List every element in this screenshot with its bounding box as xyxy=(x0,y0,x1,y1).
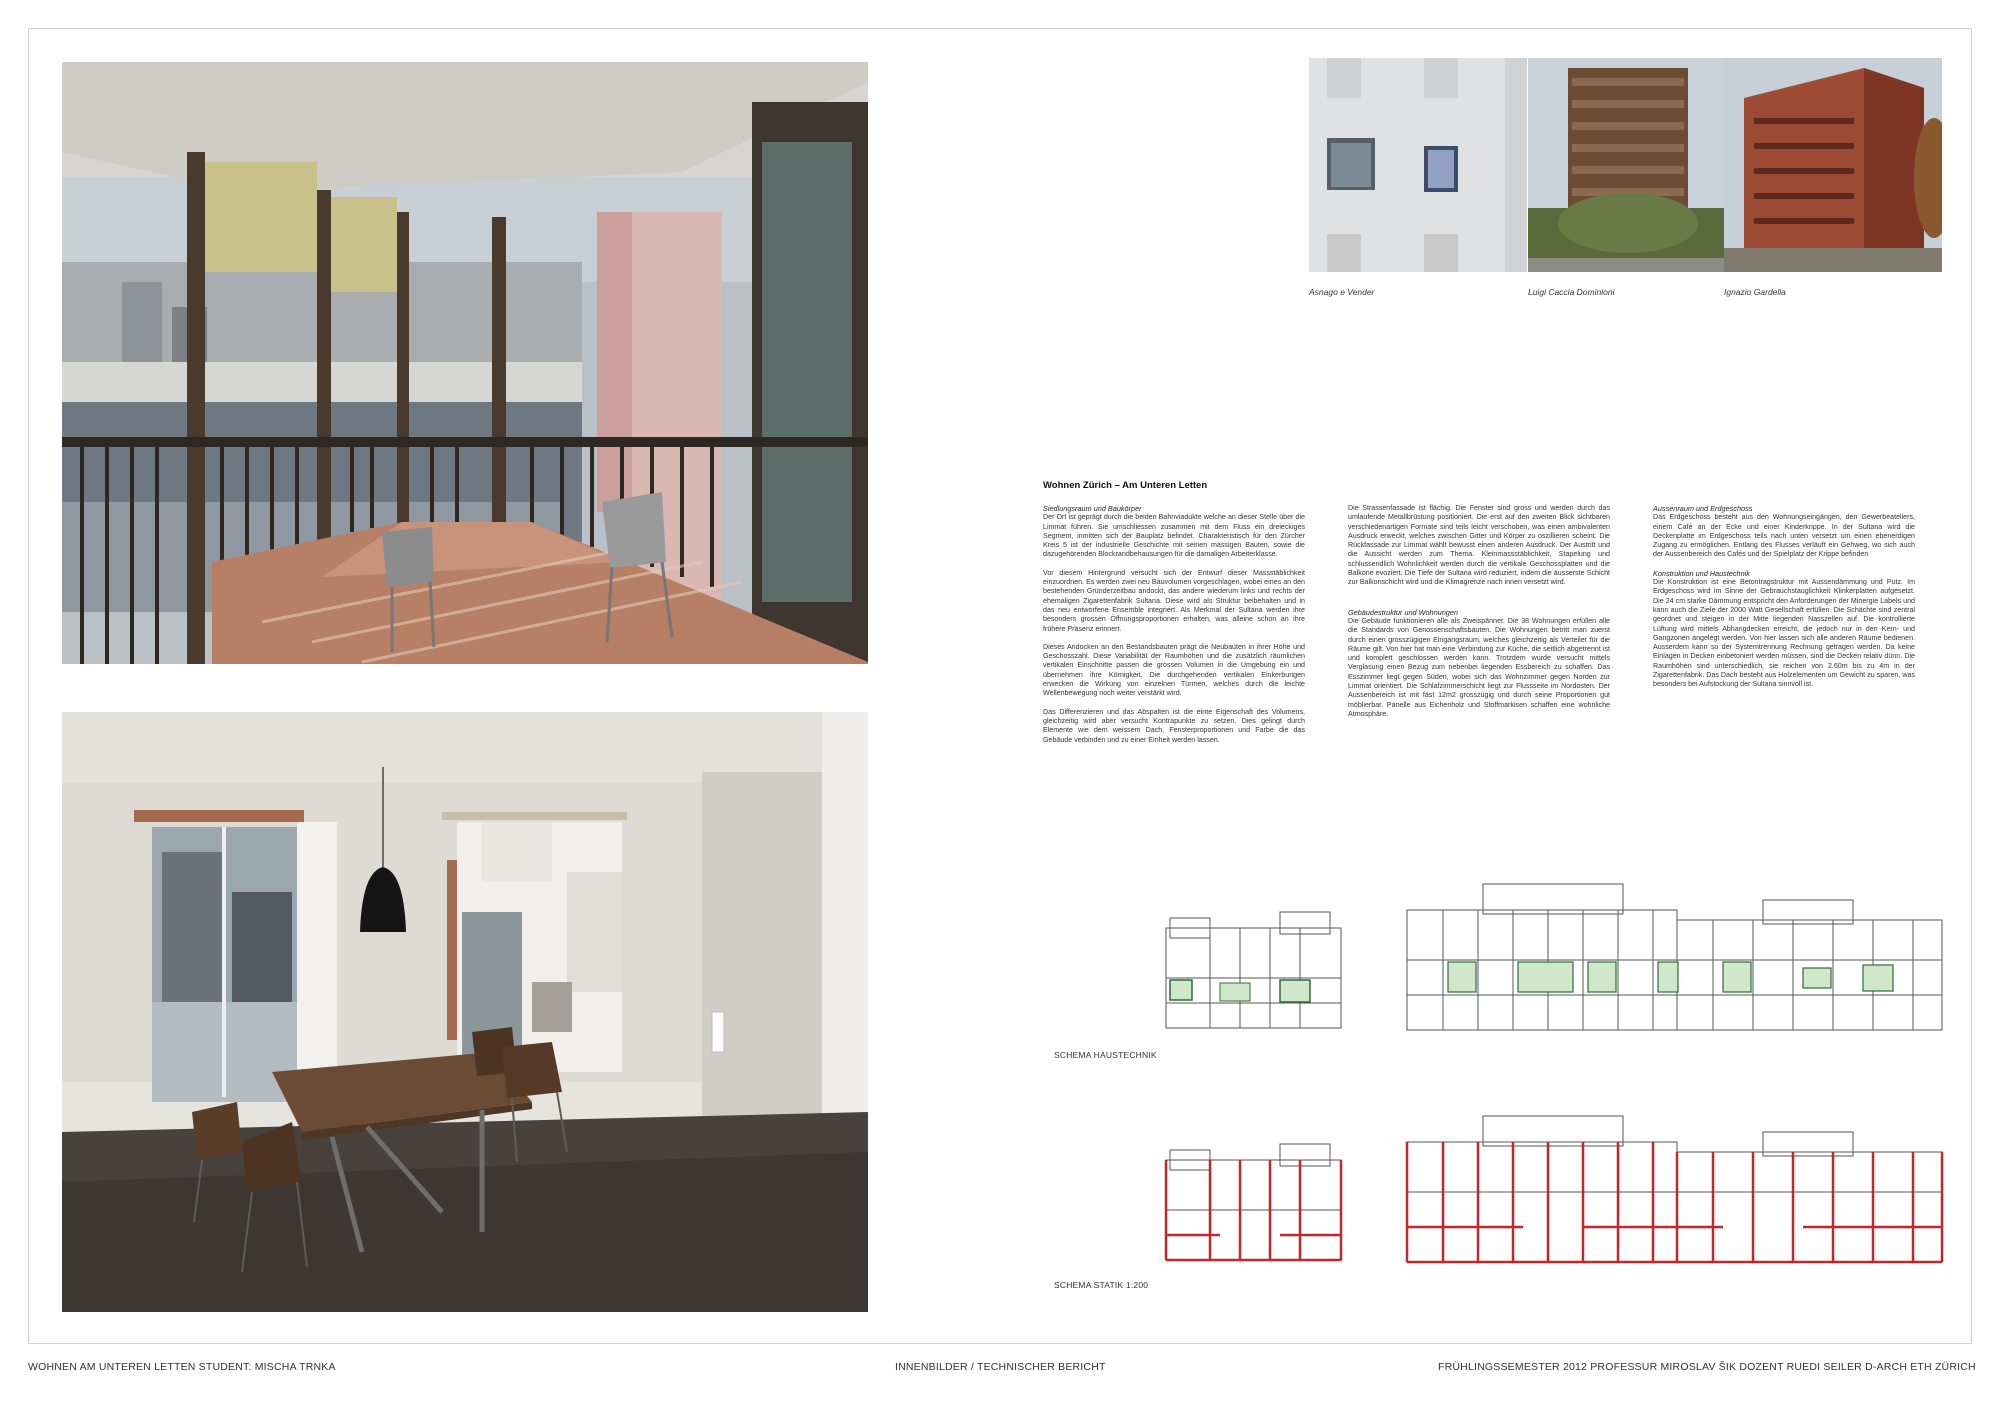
footer-semester-chair: FRÜHLINGSSEMESTER 2012 PROFESSUR MIROSLAV ŠIK DOZENT RUEDI SEILER D-ARCH ETH ZÜRICH xyxy=(1438,1361,1976,1373)
reference-caption: Asnago e Vender xyxy=(1309,287,1375,297)
plan-haustechnik-large xyxy=(1403,880,1946,1036)
balcony-rendering xyxy=(62,62,868,664)
plan-statik-large xyxy=(1403,1112,1946,1268)
section-heading: Siedlungsraum und Baukörper xyxy=(1043,504,1142,513)
reference-photo-gardella xyxy=(1724,58,1942,272)
reference-caption: Luigi Caccia Dominioni xyxy=(1528,287,1615,297)
paragraph: Die Konstruktion ist eine Betontragstruktur mit Aussendämmung und Putz. Im Erdgeschoss wird im Sinne der Gebrauchstauglichkeit Klinkerplatten aufgesetzt. Die 24 cm starke Dämmung entspricht den Anforderungen der Minergie Labels und kann auch die Ziele der 2000 Watt Gesellschaft erfüllen. Die Schächte sind zentral geordnet und steigen in der Mitte liegenden Nasszellen auf. Die kontrollierte Lüftung wird mittels Abhangdecken erreicht, die jedoch nur in den Kern- und Gangzonen angelegt werden. Von hier lassen sich alle anderen Räume bedienen. Ausserdem kann so der Systemtrennung Rechnung getragen werden. Da keine Einlagen in Decken einbetoniert werden müssen, sind die Decken relativ dünn. Die Raumhöhen sind unterschiedlich, sie reichen von 2.60m bis zu 4m in der Zigarettenfabrik. Das Dach besteht aus Holzelementen um Gewicht zu sparen, was besonders bei Aufstockung der Sultana sinnvoll ist. xyxy=(1653,578,1915,689)
report-column-3 xyxy=(1653,504,1915,699)
section-heading: Aussenraum und Erdgeschoss xyxy=(1653,504,1753,513)
paragraph: Dieses Andocken an den Bestandsbauten prägt die Neubauten in ihrer Höhe und Geschosszahl. Diese Variabilität der Raumhöhen und die zusätzlich räumlichen vertikalen Einschnitte passen die grossen Volumen in die Umgebung ein und übernehmen ihre Körnigkeit. Die durchgehenden vertikalen Einkerbungen erwecken die Wirkung von einzelnen Türmen, welches durch die leichte Wellenbewegung noch weiter verstärkt wird. xyxy=(1043,642,1305,698)
paragraph: Das Differenzieren und das Abspalten ist die einte Eigenschaft des Volumens, gleichzeitig wird aber versucht Kontrapunkte zu setzen. Dies gelingt durch Elemente wie dem weissem Dach, Fensterproportionen und Farbe die das Gebäude verbinden und zu einer Einheit werden lassen. xyxy=(1043,707,1305,744)
report-column-1 xyxy=(1043,504,1305,754)
paragraph: Vor diesem Hintergrund versucht sich der Entwurf dieser Massstäblichkeit einzuordnen. Es werden zwei neu Bauvolumen vorgeschlagen, wobei eines an den bestehenden Gründerzeitbau andockt, das andere wiederum links und rechts der ehemaligen Zigarettenfabrik Sultana. Diese wird als Struktur beibehalten und in das neu entworfene Ensemble integriert. Als Merkmal der Sultana werden ihre besonders grossen Öffnungsproportionen erhalten, was alleine schon an ihre frühere Präsenz erinnert. xyxy=(1043,568,1305,633)
schema-statik-label: SCHEMA STATIK 1:200 xyxy=(1054,1280,1149,1290)
report-column-2 xyxy=(1348,504,1610,728)
paragraph: Das Erdgeschoss besteht aus den Wohnungseingängen, den Gewerbeateliers, einem Café an der Ecke und einer Kinderkrippe. In der Sultana wird die Deckenplatte im Erdgeschoss teils nach unten versetzt um einen ebenerdigen Zugang zu ermöglichen. Entlang des Flusses verläuft ein Gehweg, wo sich auch der Aussenbereich des Cafés und der Spielplatz der Krippe befinden xyxy=(1653,513,1915,559)
plan-statik-small xyxy=(1160,1140,1347,1268)
report-title: Wohnen Zürich – Am Unteren Letten xyxy=(1043,480,1208,491)
section-heading: Gebäudestruktur und Wohnungen xyxy=(1348,607,1458,617)
schema-haustechnik-label: SCHEMA HAUSTECHNIK xyxy=(1054,1050,1157,1060)
reference-caption: Ignazio Gardella xyxy=(1724,287,1786,297)
footer-sheet-title: INNENBILDER / TECHNISCHER BERICHT xyxy=(895,1361,1106,1373)
paragraph: Die Gebäude funktionieren alle als Zweispänner. Die 38 Wohnungen erfüllen alle die Standards von Genossenschaftsbauten. Die Wohnungen betritt man zuerst durch einen grosszügigen Eingangsraum, welches gleichzeitig als Verteiler für die Räume gilt. Von hier hat man eine Verbindung zur Küche, die seitlich abgetrennt ist und komplett geschlossen werden kann. Trotzdem wurde versucht mittels Verglasung einen Bezug zum nebenbei liegenden Essbereich zu schaffen. Das Esszimmer liegt gegen Süden, wobei sich das Wohnzimmer gegen Norden zur Limmat orientiert. Die Schlafzimmerschicht liegt zur Flussseite im Nordosten. Der Aussenbereich ist mit fast 12m2 grosszügig und durch seine Proportionen gut möblierbar. Panelle aus Eichenholz und Stoffmarkisen schaffen eine wohnliche Atmosphäre. xyxy=(1348,616,1610,718)
dining-room-rendering xyxy=(62,712,868,1312)
paragraph: Der Ort ist geprägt durch die beiden Bahnviadukte welche an dieser Stelle über die Limmat führen. Sie umschliessen zusammen mit dem Fluss ein dreieckiges Segment, inmitten sich der Bauplatz befindet. Charakteristisch für den Zürcher Kreis 5 ist der industrielle Geschichte mit seinen massigen Bauten, sowie die dazugehörenden Blockrandbehausungen für die damaligen Arbeiterklasse. xyxy=(1043,513,1305,559)
reference-photo-caccia-dominioni xyxy=(1528,58,1746,272)
section-heading: Konstruktion und Haustechnik xyxy=(1653,568,1750,578)
reference-photo-asnago-vender xyxy=(1309,58,1527,272)
footer-project-student: WOHNEN AM UNTEREN LETTEN STUDENT: MISCHA TRNKA xyxy=(28,1361,336,1373)
paragraph: Die Strassenfassade ist flächig. Die Fenster sind gross und werden durch das umlaufende Metallbrüstung positioniert. Die erst auf den zweiten Blick sichtbaren verschiedenartigen Formate sind teils leicht verschoben, was einen ambivalenten Ausdruck erweckt, welches zwischen Gitter und Körper zu oszillieren scheint. Die Rückfassade zur Limmat wählt bewusst einen anderen Ausdruck. Der Austritt und die Aussicht werden zum Thema. Kleinmassstäblichkeit, Stapelung und schlussendlich Wohnlichkeit werden durch die vertikale Geschossplatten und die Balkone evoziert. Die Tiefe der Sultana wird reduziert, indem die äusserste Schicht zur Balkonschicht wird und die Klimagrenze nach innen versetzt wird. xyxy=(1348,504,1610,587)
plan-haustechnik-small xyxy=(1160,908,1347,1036)
